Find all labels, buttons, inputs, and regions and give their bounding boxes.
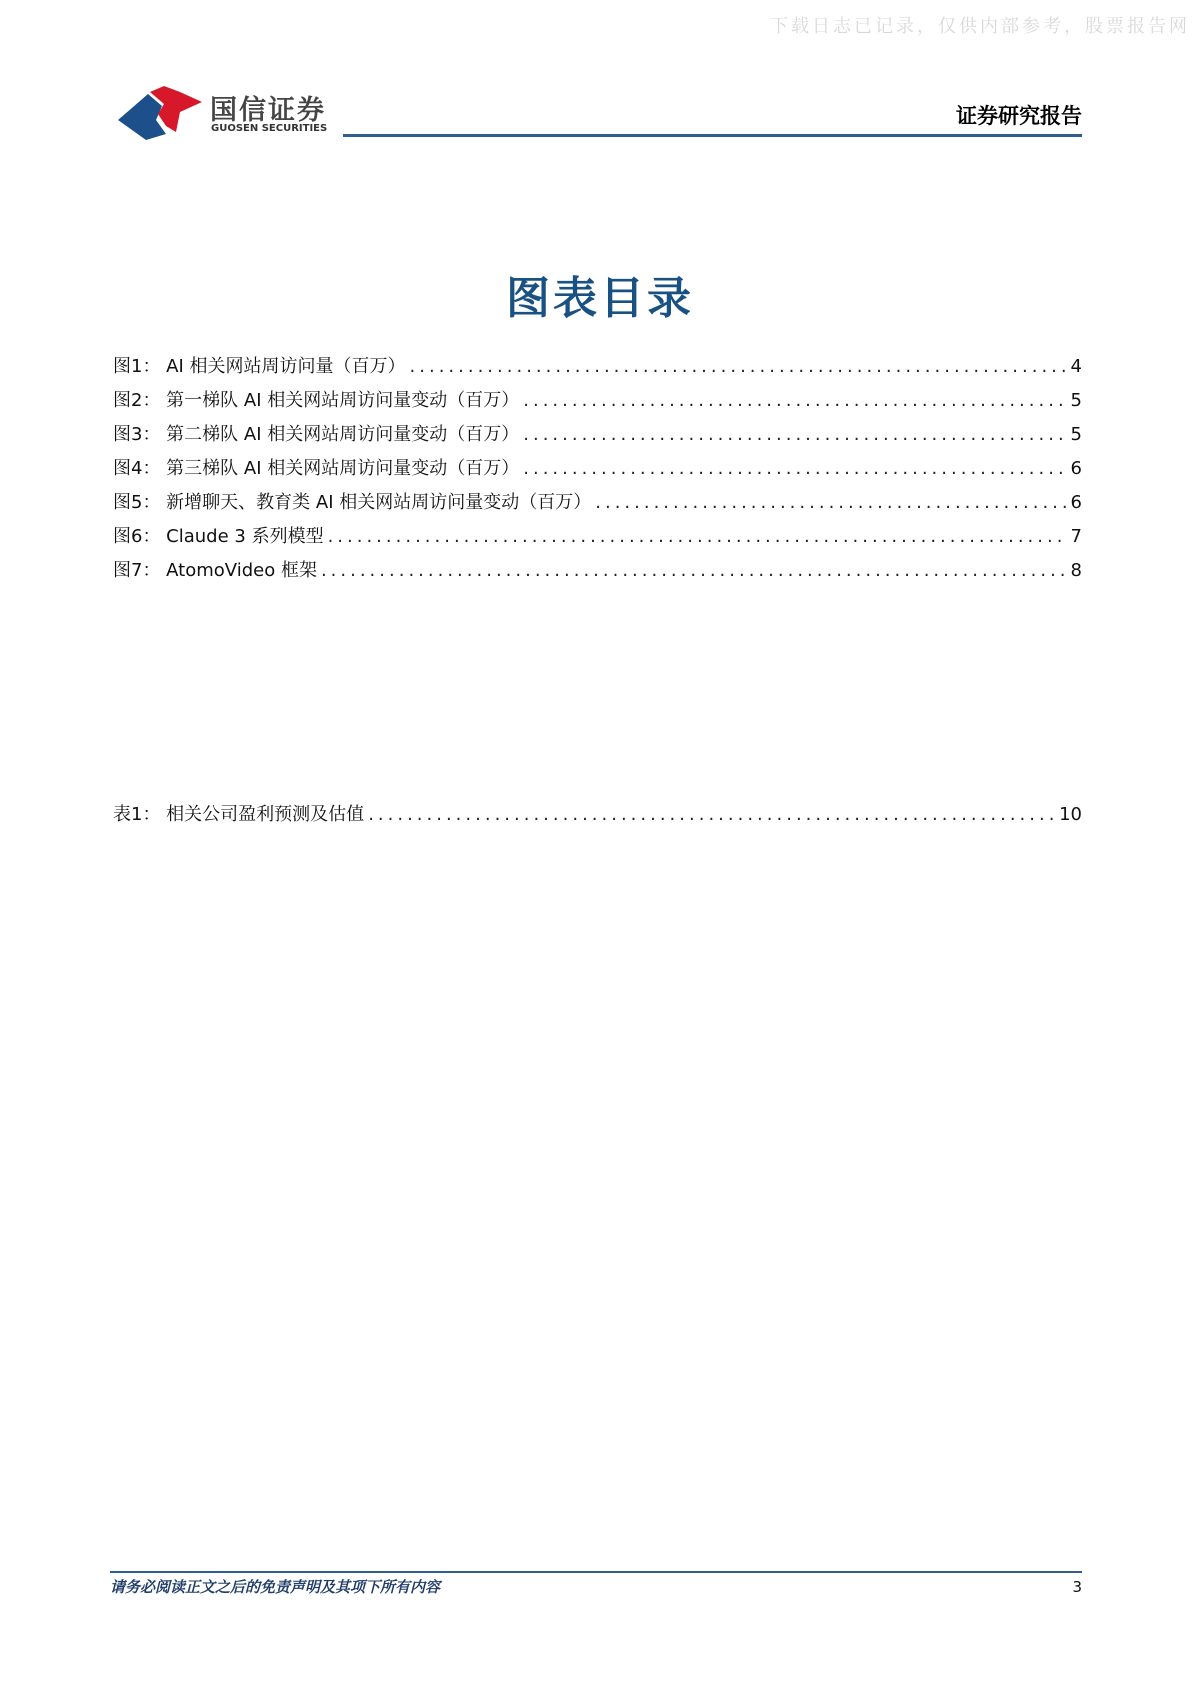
footer-divider [110,1571,1082,1573]
toc-leader [523,424,1066,445]
figure-list [113,352,1082,590]
toc-page: 6 [1070,458,1082,479]
watermark: 下载日志已记录，仅供内部参考，股票报告网 [770,16,1190,37]
page-title: 图表目录 [506,273,694,324]
toc-entry[interactable] [113,488,1082,522]
toc-page: 5 [1070,390,1082,411]
toc-leader [328,526,1067,547]
toc-label: 图5： 新增聊天、教育类 AI 相关网站周访问量变动（百万） [113,492,592,513]
header-divider [343,134,1082,137]
toc-entry[interactable] [113,556,1082,590]
toc-leader [523,458,1066,479]
toc-label: 图6： Claude 3 系列模型 [113,526,324,547]
toc-leader [523,390,1066,411]
toc-label: 图1： AI 相关网站周访问量（百万） [113,356,406,377]
toc-leader [368,804,1055,825]
logo-text-cn: 国信证券 [210,95,326,126]
toc-leader [410,356,1067,377]
table-list [113,800,1082,834]
toc-entry[interactable] [113,420,1082,454]
toc-entry[interactable] [113,386,1082,420]
toc-page: 8 [1070,560,1082,581]
toc-entry[interactable] [113,800,1082,834]
report-type: 证券研究报告 [956,104,1082,128]
toc-leader [595,492,1066,513]
toc-entry[interactable] [113,522,1082,556]
toc-leader [321,560,1067,581]
toc-page: 7 [1070,526,1082,547]
toc-page: 10 [1059,804,1082,825]
toc-page: 6 [1070,492,1082,513]
logo-text-en: GUOSEN SECURITIES [211,123,328,134]
page-number: 3 [1072,1578,1082,1596]
toc-page: 4 [1070,356,1082,377]
guosen-logo-icon [118,86,202,140]
toc-label: 图3： 第二梯队 AI 相关网站周访问量变动（百万） [113,424,520,445]
toc-label: 图4： 第三梯队 AI 相关网站周访问量变动（百万） [113,458,520,479]
footer-disclaimer: 请务必阅读正文之后的免责声明及其项下所有内容 [110,1578,441,1596]
toc-label: 表1： 相关公司盈利预测及估值 [113,804,365,825]
toc-entry[interactable] [113,352,1082,386]
toc-label: 图7： AtomoVideo 框架 [113,560,317,581]
toc-entry[interactable] [113,454,1082,488]
toc-page: 5 [1070,424,1082,445]
toc-label: 图2： 第一梯队 AI 相关网站周访问量变动（百万） [113,390,520,411]
